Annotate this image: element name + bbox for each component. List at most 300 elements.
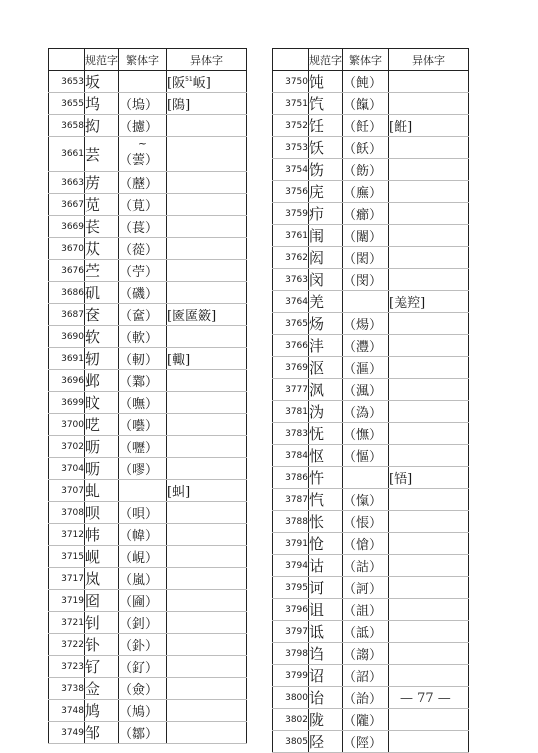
variant-char [167,260,247,282]
standard-char: 怃 [309,423,343,445]
traditional-char: （訶） [343,577,389,599]
traditional-char: （鄴） [119,370,167,392]
table-row [49,370,247,392]
traditional-char [119,480,167,502]
traditional-char: （癤） [343,203,389,225]
table-row [49,260,247,282]
variant-char [389,621,469,643]
table-row [49,392,247,414]
traditional-char: （愾） [343,489,389,511]
char-code: 3707 [49,480,85,502]
variant-char [167,282,247,304]
variant-char [389,225,469,247]
variant-char [389,335,469,357]
char-code: 3795 [273,577,309,599]
standard-char: 矶 [85,282,119,304]
char-code: 3723 [49,656,85,678]
standard-char: 岚 [85,568,119,590]
standard-char: 苋 [85,194,119,216]
header-traditional: 繁体字 [343,49,389,71]
traditional-char: （漚） [343,357,389,379]
standard-char: 饪 [309,115,343,137]
char-code: 3787 [273,489,309,511]
traditional-char: （唄） [119,502,167,524]
char-code: 3762 [273,247,309,269]
standard-char: 抝 [85,115,119,137]
table-row [273,511,469,533]
char-code: 3802 [273,709,309,731]
standard-char: 邺 [85,370,119,392]
char-code: 3708 [49,502,85,524]
char-code: 3763 [273,269,309,291]
right-char-table [272,48,469,753]
variant-char [167,326,247,348]
variant-char [389,533,469,555]
char-code: 3749 [49,722,85,744]
table-row [273,577,469,599]
standard-char: 佥 [85,678,119,700]
variant-char [167,524,247,546]
table-row [273,401,469,423]
standard-char: 疖 [309,203,343,225]
char-code: 3719 [49,590,85,612]
traditional-char: （苧） [119,260,167,282]
traditional-char: （塢） [119,93,167,115]
traditional-char: （鳩） [119,700,167,722]
char-code: 3687 [49,304,85,326]
traditional-char: （峴） [119,546,167,568]
table-row [273,291,469,313]
variant-char: [羗羫] [389,291,469,313]
traditional-char: （憮） [343,423,389,445]
table-row [273,159,469,181]
table-row [273,665,469,687]
variant-text-tail: 岅] [192,76,211,91]
standard-char: 呖 [85,436,119,458]
traditional-char: （謅） [343,643,389,665]
variant-char [389,379,469,401]
char-code: 3783 [273,423,309,445]
char-code: 3751 [273,93,309,115]
footnote-mark: 51 [185,76,193,83]
standard-char: 陉 [309,731,343,753]
standard-char: 诏 [309,665,343,687]
char-code: 3667 [49,194,85,216]
char-code: 3788 [273,511,309,533]
standard-char: 闱 [309,225,343,247]
variant-char: [虯] [167,480,247,502]
standard-char: 忤 [309,467,343,489]
traditional-char [343,291,389,313]
variant-char [167,546,247,568]
standard-char: 钋 [85,634,119,656]
table-row [273,489,469,511]
char-code: 3696 [49,370,85,392]
variant-char [167,656,247,678]
variant-char [389,93,469,115]
standard-char: 闵 [309,269,343,291]
variant-char [167,700,247,722]
char-code: 3704 [49,458,85,480]
traditional-char: （飪） [343,115,389,137]
table-row [273,335,469,357]
table-row [49,480,247,502]
header-row [49,49,247,71]
char-code: 3655 [49,93,85,115]
variant-char: [隝] [167,93,247,115]
table-row [49,722,247,744]
char-code: 3748 [49,700,85,722]
traditional-char [343,467,389,489]
standard-char: 呖 [85,458,119,480]
traditional-char: （餼） [343,93,389,115]
standard-char: 沨 [309,379,343,401]
table-row [49,172,247,194]
variant-char [167,238,247,260]
table-row [49,590,247,612]
variant-char [389,511,469,533]
table-row [273,709,469,731]
standard-char: 诃 [309,577,343,599]
table-row [49,194,247,216]
standard-char: 邹 [85,722,119,744]
variant-char [167,392,247,414]
table-row [49,238,247,260]
table-row [273,225,469,247]
standard-char: 沩 [309,401,343,423]
traditional-char [119,137,167,172]
variant-char [389,181,469,203]
standard-char: 诂 [309,555,343,577]
table-row [273,269,469,291]
table-row [273,643,469,665]
variant-char [389,555,469,577]
variant-char [167,436,247,458]
standard-char: 呓 [85,414,119,436]
traditional-char: （釕） [119,656,167,678]
page-number: — 77 — [400,691,451,706]
header-variant: 异体字 [389,49,469,71]
table-row [49,71,247,93]
traditional-char: （隴） [343,709,389,731]
variant-char [389,643,469,665]
char-code: 3797 [273,621,309,643]
standard-char: 沣 [309,335,343,357]
traditional-char [119,71,167,93]
char-code: 3794 [273,555,309,577]
standard-char: 钊 [85,612,119,634]
table-row [273,599,469,621]
char-code: 3784 [273,445,309,467]
traditional-char: （攄） [119,115,167,137]
variant-char [389,203,469,225]
table-row [273,181,469,203]
traditional-text: （蕓） [119,153,159,168]
variant-char [167,634,247,656]
traditional-char: （灃） [343,335,389,357]
table-row [273,71,469,93]
variant-char [389,665,469,687]
table-row [273,555,469,577]
traditional-char: （愴） [343,533,389,555]
table-row [49,115,247,137]
table-row [49,700,247,722]
header-standard: 规范字 [85,49,119,71]
standard-char: 饨 [309,71,343,93]
char-code: 3759 [273,203,309,225]
standard-char: 钌 [85,656,119,678]
table-row [49,304,247,326]
char-code: 3805 [273,731,309,753]
standard-char: 饬 [309,159,343,181]
traditional-char: （軔） [119,348,167,370]
table-row [49,414,247,436]
char-code: 3700 [49,414,85,436]
table-row [49,678,247,700]
standard-char: 饫 [309,137,343,159]
standard-char: 闳 [309,247,343,269]
char-code: 3670 [49,238,85,260]
char-code: 3669 [49,216,85,238]
traditional-char: （慪） [343,445,389,467]
traditional-char: （萇） [119,216,167,238]
traditional-char: （飫） [343,137,389,159]
standard-char: 怅 [309,511,343,533]
char-code: 3721 [49,612,85,634]
table-row [273,467,469,489]
table-row [49,568,247,590]
standard-char: 陇 [309,709,343,731]
variant-char [167,568,247,590]
variant-char [389,159,469,181]
traditional-char: （悵） [343,511,389,533]
char-code: 3663 [49,172,85,194]
standard-char: 沤 [309,357,343,379]
table-row [49,348,247,370]
standard-char: 苌 [85,216,119,238]
standard-char: 帏 [85,524,119,546]
char-code: 3765 [273,313,309,335]
traditional-char: （渢） [343,379,389,401]
traditional-char: （莧） [119,194,167,216]
char-code: 3715 [49,546,85,568]
standard-char: 羌 [309,291,343,313]
char-code: 3661 [49,137,85,172]
variant-char [167,137,247,172]
char-code: 3752 [273,115,309,137]
traditional-char: （闈） [343,225,389,247]
variant-char [389,313,469,335]
standard-char: 坂 [85,71,119,93]
variant-char [167,370,247,392]
char-code: 3750 [273,71,309,93]
variant-char [389,445,469,467]
standard-char: 庑 [309,181,343,203]
char-code: 3799 [273,665,309,687]
char-code: 3717 [49,568,85,590]
traditional-char: （軟） [119,326,167,348]
standard-char: 诌 [309,643,343,665]
left-char-table [48,48,247,744]
table-row [273,445,469,467]
traditional-char: （飩） [343,71,389,93]
table-row [273,379,469,401]
traditional-char: （幃） [119,524,167,546]
table-row [49,546,247,568]
char-code: 3676 [49,260,85,282]
table-row [273,115,469,137]
traditional-char: （閎） [343,247,389,269]
standard-char: 软 [85,326,119,348]
standard-char: 轫 [85,348,119,370]
char-code: 3690 [49,326,85,348]
variant-char [167,590,247,612]
table-row [49,656,247,678]
table-row [273,621,469,643]
traditional-char: （嵐） [119,568,167,590]
table-row [49,502,247,524]
table-row [273,137,469,159]
header-traditional: 繁体字 [119,49,167,71]
standard-char: 苁 [85,238,119,260]
traditional-char: （詁） [343,555,389,577]
standard-char: 岘 [85,546,119,568]
table-row [49,216,247,238]
variant-char [167,612,247,634]
standard-char: 炀 [309,313,343,335]
char-code: 3754 [273,159,309,181]
table-row [49,93,247,115]
header-code [273,49,309,71]
standard-char: 囵 [85,590,119,612]
table-row [273,533,469,555]
standard-char: 怄 [309,445,343,467]
standard-char: 苎 [85,260,119,282]
char-code: 3691 [49,348,85,370]
traditional-char: （詔） [343,665,389,687]
variant-char [389,599,469,621]
traditional-char: （飭） [343,159,389,181]
traditional-char: （廡） [343,181,389,203]
standard-char: 诅 [309,599,343,621]
variant-char [389,489,469,511]
variant-char [389,423,469,445]
variant-char [389,137,469,159]
traditional-char: （藶） [119,172,167,194]
variant-char [167,458,247,480]
variant-char [167,194,247,216]
table-row [273,203,469,225]
char-code: 3764 [273,291,309,313]
variant-char: [輙] [167,348,247,370]
char-code: 3786 [273,467,309,489]
standard-char: 怆 [309,533,343,555]
traditional-char: （僉） [119,678,167,700]
table-row [49,458,247,480]
char-code: 3702 [49,436,85,458]
header-code [49,49,85,71]
variant-char [167,414,247,436]
table-row [273,731,469,753]
table-row [49,137,247,172]
variant-char [389,269,469,291]
standard-char: 饩 [309,93,343,115]
char-code: 3796 [273,599,309,621]
traditional-char: （煬） [343,313,389,335]
standard-char: 苈 [85,172,119,194]
variant-char [389,577,469,599]
traditional-char: （囈） [119,414,167,436]
variant-text: [阪 [167,76,186,91]
char-code: 3753 [273,137,309,159]
char-code: 3658 [49,115,85,137]
traditional-char: （鄒） [119,722,167,744]
variant-char [389,709,469,731]
variant-char [389,357,469,379]
traditional-char: （詛） [343,599,389,621]
traditional-char: （磯） [119,282,167,304]
table-row [49,612,247,634]
traditional-char: （嘸） [119,392,167,414]
standard-char: 虬 [85,480,119,502]
table-row [273,247,469,269]
variant-char [389,71,469,93]
variant-char [167,71,247,93]
traditional-char: （釙） [119,634,167,656]
char-code: 3756 [273,181,309,203]
variant-char: [啎] [389,467,469,489]
char-code: 3781 [273,401,309,423]
char-code: 3791 [273,533,309,555]
table-row [273,313,469,335]
traditional-char: （溈） [343,401,389,423]
traditional-char: （嘐） [119,458,167,480]
standard-char: 鸠 [85,700,119,722]
standard-char: 坞 [85,93,119,115]
traditional-char: （嚦） [119,436,167,458]
standard-char: 芸 [85,137,119,172]
variant-char [167,216,247,238]
variant-char [167,502,247,524]
traditional-char: （蓯） [119,238,167,260]
tilde-mark: ~ [137,137,148,150]
char-code: 3738 [49,678,85,700]
traditional-char: （詒） [343,687,389,709]
table-row [49,634,247,656]
table-row [49,326,247,348]
header-variant: 异体字 [167,49,247,71]
header-row [273,49,469,71]
standard-char: 诒 [309,687,343,709]
variant-char [389,731,469,753]
char-code: 3653 [49,71,85,93]
char-code: 3777 [273,379,309,401]
traditional-char: （奩） [119,304,167,326]
variant-char: [匳匲籢] [167,304,247,326]
variant-char: [餁] [389,115,469,137]
traditional-char: （圇） [119,590,167,612]
char-code: 3712 [49,524,85,546]
traditional-char: （陘） [343,731,389,753]
table-row [273,423,469,445]
table-row [49,282,247,304]
traditional-char: （詆） [343,621,389,643]
variant-char [167,172,247,194]
standard-char: 诋 [309,621,343,643]
traditional-char: （閔） [343,269,389,291]
table-row [273,93,469,115]
table-row [49,436,247,458]
